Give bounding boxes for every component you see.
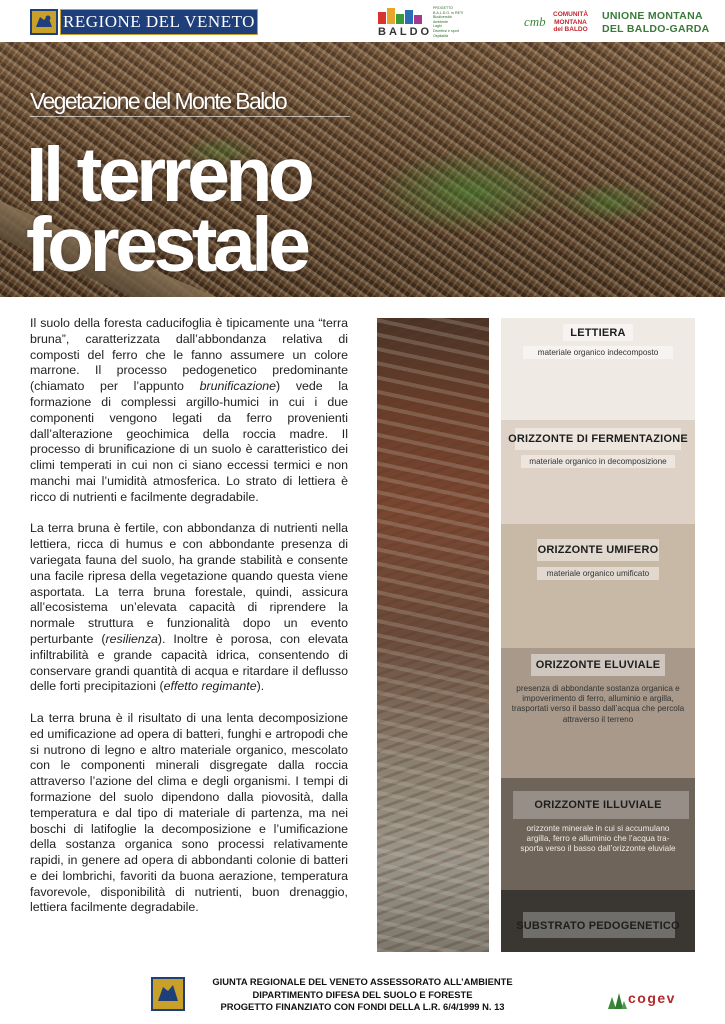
horizon-eluviale: ORIZZONTE ELUVIALE presenza di abbondante sostanza organica e impoverimento di ferro, alluminio e argilla, trasportati verso il basso dall’acqua che percola attraverso il terreno	[501, 648, 695, 778]
soil-profile-photo	[377, 318, 489, 952]
regione-lion-emblem-icon	[30, 9, 58, 35]
baldo-wordmark: BALDO	[378, 26, 433, 38]
paragraph-3: La terra bruna è il risultato di una lenta decomposizione ed umificazione ad opera di batteri, funghi e artropodi che si nutrono di legno e altro materiale organico, mescolato con le componenti minerali disgregate dalla roccia attraverso l’azione del clima e degli organismi. I tempi di formazione del suolo dipendono dalla piovosità, dalla temperatura e dal tipo di materiale di partenza, ma nei boschi di latifoglie la decomposizione e l’umificazione della sostanza organica sono processi relativamente rapidi, in genere ad opera di abbondanti colonie di batteri e dei lombrichi, favoriti da buona aerazione, temperatura favorevole, disponibilità di nutrienti, buon drenaggio, lettiera facilmente degradabile.	[30, 710, 348, 915]
paragraph-2: La terra bruna è fertile, con abbondanza di nutrienti nella lettiera, ricca di humus e con abbondante presenza di variegata fauna del suolo, ha grande stabilità e consente una facile ripresa della vegetazione quando questa viene asportata. La terra bruna forestale, quindi, assicura all’ecosistema un’elevata capacità di riprendere la normale struttura e funzionalità dopo un evento perturbante (resilienza). Inoltre è porosa, con elevata infiltrabilità e grande capacità idrica, consentendo di conservare grandi quantità di acqua e ritardare il deflusso delle forti precipitazioni (effetto regimante).	[30, 521, 348, 694]
hero-forest-floor-image	[0, 42, 725, 297]
body-text-column	[30, 316, 348, 932]
cogev-tree-icon	[606, 989, 628, 1011]
footer-credits: GIUNTA REGIONALE DEL VENETO ASSESSORATO ALL’AMBIENTE DIPARTIMENTO DIFESA DEL SUOLO E FORESTE PROGETTO FINANZIATO CON FONDI DELLA L.R. 6/4/1999 N. 13	[212, 976, 513, 1013]
cmb-logo: cmb	[524, 14, 546, 29]
hero-subtitle: Vegetazione del Monte Baldo	[30, 88, 287, 114]
horizon-substrato: SUBSTRATO PEDOGENETICO	[501, 890, 695, 952]
comunita-montana-name: COMUNITÀ MONTANA del BALDO	[553, 11, 589, 33]
hero-title-line2: forestale	[26, 202, 307, 288]
regione-veneto-logo: REGIONE DEL VENETO	[60, 9, 258, 35]
horizon-fermentazione: ORIZZONTE DI FERMENTAZIONE materiale organico in decomposizione	[501, 420, 695, 524]
horizon-umifero: ORIZZONTE UMIFERO materiale organico umificato	[501, 524, 695, 648]
horizon-lettiera: LETTIERA materiale organico indecomposto	[501, 318, 695, 420]
horizon-illuviale: ORIZZONTE ILLUVIALE orizzonte minerale in cui si accumulano argilla, ferro e alluminio che l’acqua tra- sporta verso il basso dall’orizzonte eluviale	[501, 778, 695, 890]
cogev-logo: cogev	[628, 990, 676, 1006]
veneto-lion-emblem-icon	[151, 977, 185, 1011]
unione-montana-name: UNIONE MONTANA DEL BALDO-GARDA	[602, 10, 710, 35]
paragraph-1: Il suolo della foresta caducifoglia è tipicamente una “terra bruna”, caratterizzata dall’abbondanza relativa di composti del ferro che le fanno assumere un colore marrone. Il processo pedogenetico predominante (chiamato per l’appunto brunificazione) vede la formazione di complessi argillo-humici in cui i due componenti vengono legati da ferro provenienti dall’alterazione geochimica della roccia madre. Il processo di brunificazione di un suolo è caratteristico dei climi temperati in cui non ci siano eccessi termici e non manchi mai l’umidità atmosferica. Lo strato di lettiera è ricco di nutrienti e facilmente degradabile.	[30, 316, 348, 504]
baldo-project-text: PROGETTO B.A.L.D.O. in RETI Biodiversità Ambiente Laghi Divertirsi e sport Ospitalità	[433, 6, 464, 38]
hero-title-line1: Il terreno	[26, 132, 311, 218]
hero-divider	[30, 116, 350, 117]
hero-title	[26, 132, 386, 288]
